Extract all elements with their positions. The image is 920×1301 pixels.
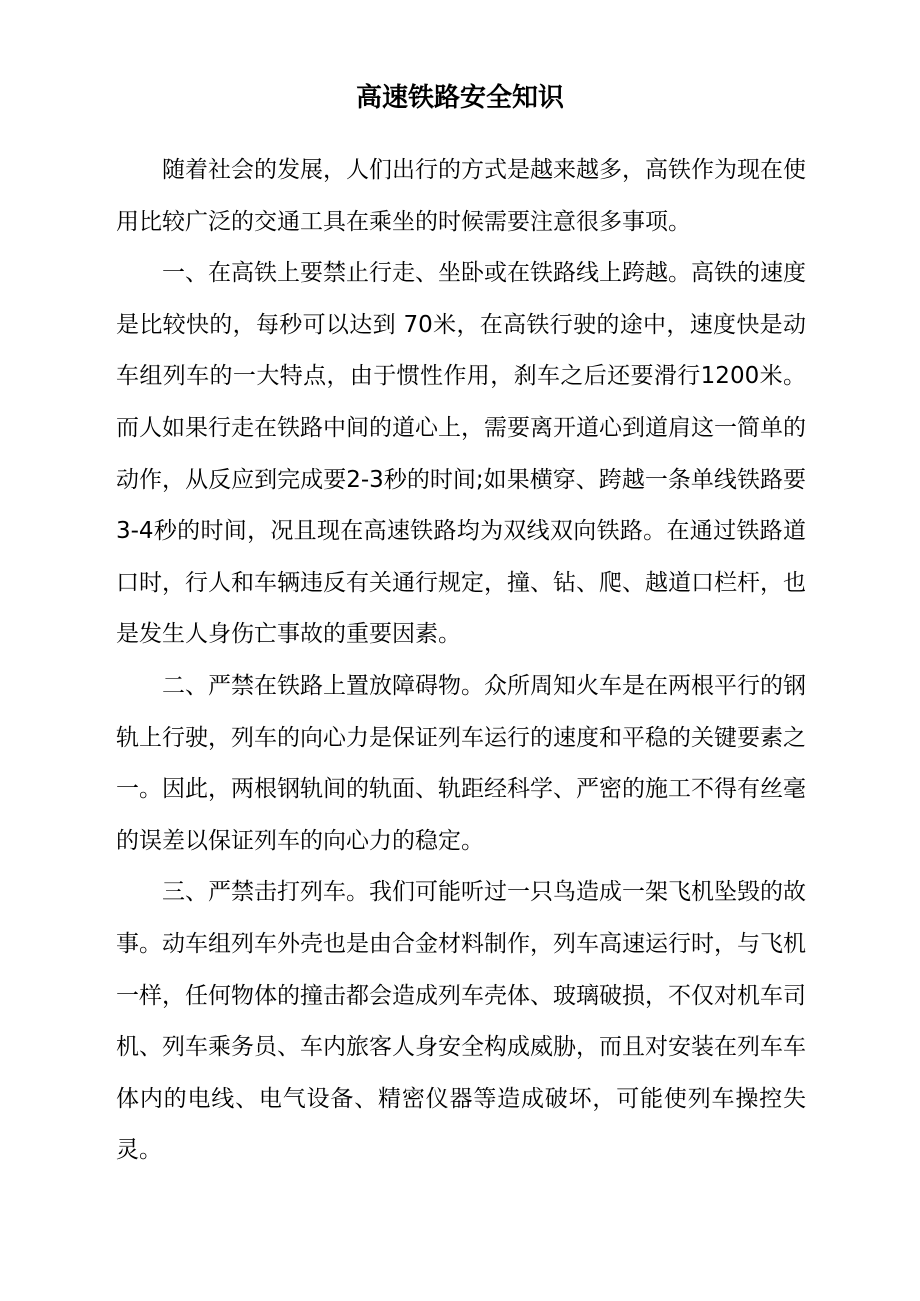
paragraph-rule-1: 一、在高铁上要禁止行走、坐卧或在铁路线上跨越。高铁的速度是比较快的，每秒可以达到 70米，在高铁行驶的途中，速度快是动车组列车的一大特点，由于惯性作用，刹车之后还要滑行1200米。而人如果行走在铁路中间的道心上，需要离开道心到道肩这一简单的动作，从反应到完成要2-3秒的时间;如果横穿、跨越一条单线铁路要3-4秒的时间，况且现在高速铁路均为双线双向铁路。在通过铁路道口时，行人和车辆违反有关通行规定，撞、钻、爬、越道口栏杆，也是发生人身伤亡事故的重要因素。 xyxy=(116,260,806,648)
page-title: 高速铁路安全知识 xyxy=(355,83,564,113)
document-body xyxy=(116,145,806,1177)
paragraph-rule-2: 二、严禁在铁路上置放障碍物。众所周知火车是在两根平行的钢轨上行驶，列车的向心力是保证列车运行的速度和平稳的关键要素之一。因此，两根钢轨间的轨面、轨距经科学、严密的施工不得有丝毫的误差以保证列车的向心力的稳定。 xyxy=(116,672,806,854)
paragraph-intro: 随着社会的发展，人们出行的方式是越来越多，高铁作为现在使用比较广泛的交通工具在乘坐的时候需要注意很多事项。 xyxy=(116,157,806,235)
paragraph-rule-3: 三、严禁击打列车。我们可能听过一只鸟造成一架飞机坠毁的故事。动车组列车外壳也是由合金材料制作，列车高速运行时，与飞机一样，任何物体的撞击都会造成列车壳体、玻璃破损，不仅对机车司机、列车乘务员、车内旅客人身安全构成威胁，而且对安装在列车车体内的电线、电气设备、精密仪器等造成破坏，可能使列车操控失灵。 xyxy=(116,879,806,1164)
